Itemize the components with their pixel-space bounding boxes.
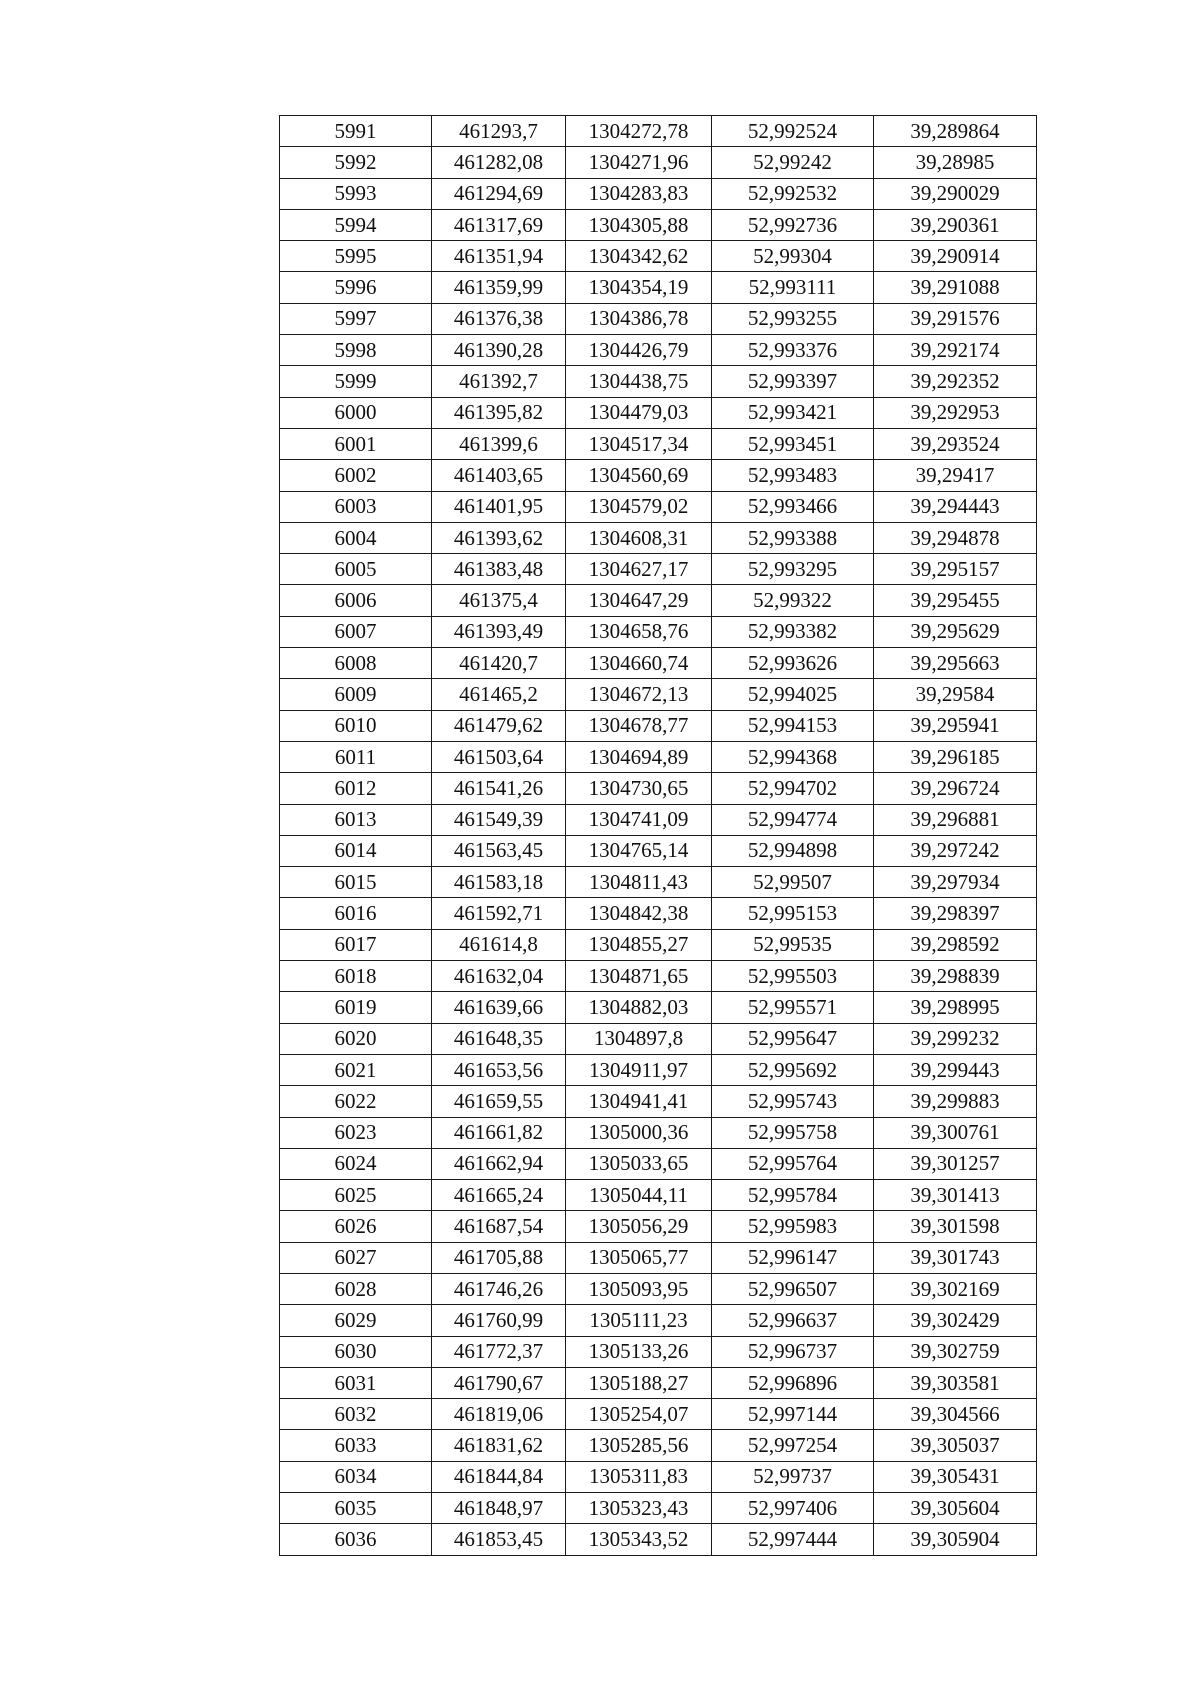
y-coordinate-cell: 1304855,27: [566, 929, 712, 960]
point-number-cell: 6027: [280, 1242, 432, 1273]
x-coordinate-cell: 461376,38: [432, 303, 566, 334]
y-coordinate-cell: 1304438,75: [566, 366, 712, 397]
point-number-cell: 5997: [280, 303, 432, 334]
x-coordinate-cell: 461317,69: [432, 209, 566, 240]
longitude-cell: 39,290361: [874, 209, 1037, 240]
latitude-cell: 52,994702: [712, 773, 874, 804]
point-number-cell: 5995: [280, 241, 432, 272]
x-coordinate-cell: 461293,7: [432, 116, 566, 147]
table-row: [280, 1493, 1037, 1524]
table-row: [280, 335, 1037, 366]
x-coordinate-cell: 461351,94: [432, 241, 566, 272]
latitude-cell: 52,993295: [712, 554, 874, 585]
longitude-cell: 39,295941: [874, 710, 1037, 741]
latitude-cell: 52,993397: [712, 366, 874, 397]
longitude-cell: 39,292953: [874, 397, 1037, 428]
table-row: [280, 147, 1037, 178]
table-row: [280, 522, 1037, 553]
y-coordinate-cell: 1305311,83: [566, 1461, 712, 1492]
longitude-cell: 39,301413: [874, 1180, 1037, 1211]
x-coordinate-cell: 461760,99: [432, 1305, 566, 1336]
y-coordinate-cell: 1305343,52: [566, 1524, 712, 1555]
y-coordinate-cell: 1304386,78: [566, 303, 712, 334]
y-coordinate-cell: 1305285,56: [566, 1430, 712, 1461]
x-coordinate-cell: 461395,82: [432, 397, 566, 428]
longitude-cell: 39,296724: [874, 773, 1037, 804]
y-coordinate-cell: 1304811,43: [566, 867, 712, 898]
point-number-cell: 6017: [280, 929, 432, 960]
table-row: [280, 961, 1037, 992]
longitude-cell: 39,29584: [874, 679, 1037, 710]
x-coordinate-cell: 461772,37: [432, 1336, 566, 1367]
latitude-cell: 52,993451: [712, 428, 874, 459]
x-coordinate-cell: 461648,35: [432, 1023, 566, 1054]
table-row: [280, 554, 1037, 585]
x-coordinate-cell: 461705,88: [432, 1242, 566, 1273]
point-number-cell: 5998: [280, 335, 432, 366]
table-row: [280, 366, 1037, 397]
table-row: [280, 648, 1037, 679]
y-coordinate-cell: 1304579,02: [566, 491, 712, 522]
latitude-cell: 52,993111: [712, 272, 874, 303]
longitude-cell: 39,301743: [874, 1242, 1037, 1273]
latitude-cell: 52,993421: [712, 397, 874, 428]
longitude-cell: 39,302429: [874, 1305, 1037, 1336]
latitude-cell: 52,994025: [712, 679, 874, 710]
point-number-cell: 6012: [280, 773, 432, 804]
longitude-cell: 39,298397: [874, 898, 1037, 929]
table-row: [280, 898, 1037, 929]
latitude-cell: 52,99535: [712, 929, 874, 960]
point-number-cell: 6019: [280, 992, 432, 1023]
point-number-cell: 6007: [280, 616, 432, 647]
x-coordinate-cell: 461479,62: [432, 710, 566, 741]
longitude-cell: 39,298592: [874, 929, 1037, 960]
longitude-cell: 39,303581: [874, 1367, 1037, 1398]
y-coordinate-cell: 1304911,97: [566, 1054, 712, 1085]
latitude-cell: 52,997144: [712, 1399, 874, 1430]
x-coordinate-cell: 461393,62: [432, 522, 566, 553]
y-coordinate-cell: 1304627,17: [566, 554, 712, 585]
longitude-cell: 39,304566: [874, 1399, 1037, 1430]
point-number-cell: 6006: [280, 585, 432, 616]
latitude-cell: 52,993388: [712, 522, 874, 553]
longitude-cell: 39,294878: [874, 522, 1037, 553]
longitude-cell: 39,294443: [874, 491, 1037, 522]
x-coordinate-cell: 461563,45: [432, 835, 566, 866]
latitude-cell: 52,996896: [712, 1367, 874, 1398]
y-coordinate-cell: 1304882,03: [566, 992, 712, 1023]
table-row: [280, 1273, 1037, 1304]
point-number-cell: 5991: [280, 116, 432, 147]
table-row: [280, 1242, 1037, 1273]
point-number-cell: 6002: [280, 460, 432, 491]
point-number-cell: 6013: [280, 804, 432, 835]
table-row: [280, 1367, 1037, 1398]
table-row: [280, 178, 1037, 209]
point-number-cell: 6020: [280, 1023, 432, 1054]
y-coordinate-cell: 1304517,34: [566, 428, 712, 459]
x-coordinate-cell: 461503,64: [432, 741, 566, 772]
point-number-cell: 6021: [280, 1054, 432, 1085]
table-row: [280, 1117, 1037, 1148]
latitude-cell: 52,995758: [712, 1117, 874, 1148]
y-coordinate-cell: 1304305,88: [566, 209, 712, 240]
longitude-cell: 39,291088: [874, 272, 1037, 303]
x-coordinate-cell: 461687,54: [432, 1211, 566, 1242]
x-coordinate-cell: 461549,39: [432, 804, 566, 835]
x-coordinate-cell: 461583,18: [432, 867, 566, 898]
x-coordinate-cell: 461420,7: [432, 648, 566, 679]
y-coordinate-cell: 1305056,29: [566, 1211, 712, 1242]
x-coordinate-cell: 461392,7: [432, 366, 566, 397]
y-coordinate-cell: 1304730,65: [566, 773, 712, 804]
latitude-cell: 52,997406: [712, 1493, 874, 1524]
y-coordinate-cell: 1304765,14: [566, 835, 712, 866]
x-coordinate-cell: 461359,99: [432, 272, 566, 303]
longitude-cell: 39,295455: [874, 585, 1037, 616]
table-row: [280, 491, 1037, 522]
longitude-cell: 39,296185: [874, 741, 1037, 772]
longitude-cell: 39,305604: [874, 1493, 1037, 1524]
y-coordinate-cell: 1305188,27: [566, 1367, 712, 1398]
latitude-cell: 52,993466: [712, 491, 874, 522]
point-number-cell: 6005: [280, 554, 432, 585]
longitude-cell: 39,290029: [874, 178, 1037, 209]
longitude-cell: 39,28985: [874, 147, 1037, 178]
latitude-cell: 52,994898: [712, 835, 874, 866]
x-coordinate-cell: 461853,45: [432, 1524, 566, 1555]
point-number-cell: 6004: [280, 522, 432, 553]
point-number-cell: 6031: [280, 1367, 432, 1398]
x-coordinate-cell: 461653,56: [432, 1054, 566, 1085]
table-row: [280, 1054, 1037, 1085]
latitude-cell: 52,993255: [712, 303, 874, 334]
y-coordinate-cell: 1305254,07: [566, 1399, 712, 1430]
y-coordinate-cell: 1304354,19: [566, 272, 712, 303]
longitude-cell: 39,305904: [874, 1524, 1037, 1555]
table-row: [280, 1148, 1037, 1179]
latitude-cell: 52,996737: [712, 1336, 874, 1367]
point-number-cell: 6036: [280, 1524, 432, 1555]
table-row: [280, 585, 1037, 616]
longitude-cell: 39,293524: [874, 428, 1037, 459]
y-coordinate-cell: 1305133,26: [566, 1336, 712, 1367]
latitude-cell: 52,995153: [712, 898, 874, 929]
point-number-cell: 6035: [280, 1493, 432, 1524]
latitude-cell: 52,992736: [712, 209, 874, 240]
longitude-cell: 39,295157: [874, 554, 1037, 585]
y-coordinate-cell: 1304672,13: [566, 679, 712, 710]
table-row: [280, 1305, 1037, 1336]
point-number-cell: 6010: [280, 710, 432, 741]
x-coordinate-cell: 461819,06: [432, 1399, 566, 1430]
point-number-cell: 6034: [280, 1461, 432, 1492]
y-coordinate-cell: 1304694,89: [566, 741, 712, 772]
y-coordinate-cell: 1304871,65: [566, 961, 712, 992]
longitude-cell: 39,290914: [874, 241, 1037, 272]
latitude-cell: 52,99507: [712, 867, 874, 898]
x-coordinate-cell: 461393,49: [432, 616, 566, 647]
latitude-cell: 52,996507: [712, 1273, 874, 1304]
longitude-cell: 39,299443: [874, 1054, 1037, 1085]
y-coordinate-cell: 1305111,23: [566, 1305, 712, 1336]
y-coordinate-cell: 1304271,96: [566, 147, 712, 178]
longitude-cell: 39,302759: [874, 1336, 1037, 1367]
y-coordinate-cell: 1304741,09: [566, 804, 712, 835]
y-coordinate-cell: 1305033,65: [566, 1148, 712, 1179]
x-coordinate-cell: 461661,82: [432, 1117, 566, 1148]
latitude-cell: 52,992524: [712, 116, 874, 147]
x-coordinate-cell: 461662,94: [432, 1148, 566, 1179]
latitude-cell: 52,99304: [712, 241, 874, 272]
y-coordinate-cell: 1304560,69: [566, 460, 712, 491]
table-row: [280, 209, 1037, 240]
longitude-cell: 39,295629: [874, 616, 1037, 647]
point-number-cell: 6015: [280, 867, 432, 898]
latitude-cell: 52,993626: [712, 648, 874, 679]
table-row: [280, 1430, 1037, 1461]
longitude-cell: 39,297934: [874, 867, 1037, 898]
y-coordinate-cell: 1305093,95: [566, 1273, 712, 1304]
x-coordinate-cell: 461831,62: [432, 1430, 566, 1461]
longitude-cell: 39,305431: [874, 1461, 1037, 1492]
longitude-cell: 39,305037: [874, 1430, 1037, 1461]
table-row: [280, 272, 1037, 303]
latitude-cell: 52,993382: [712, 616, 874, 647]
x-coordinate-cell: 461383,48: [432, 554, 566, 585]
point-number-cell: 6011: [280, 741, 432, 772]
x-coordinate-cell: 461639,66: [432, 992, 566, 1023]
y-coordinate-cell: 1304426,79: [566, 335, 712, 366]
table-row: [280, 1524, 1037, 1555]
table-row: [280, 867, 1037, 898]
latitude-cell: 52,992532: [712, 178, 874, 209]
longitude-cell: 39,296881: [874, 804, 1037, 835]
point-number-cell: 6029: [280, 1305, 432, 1336]
longitude-cell: 39,298839: [874, 961, 1037, 992]
point-number-cell: 6008: [280, 648, 432, 679]
x-coordinate-cell: 461401,95: [432, 491, 566, 522]
longitude-cell: 39,301257: [874, 1148, 1037, 1179]
point-number-cell: 6028: [280, 1273, 432, 1304]
longitude-cell: 39,298995: [874, 992, 1037, 1023]
latitude-cell: 52,996637: [712, 1305, 874, 1336]
point-number-cell: 6033: [280, 1430, 432, 1461]
table-row: [280, 1336, 1037, 1367]
y-coordinate-cell: 1305000,36: [566, 1117, 712, 1148]
x-coordinate-cell: 461790,67: [432, 1367, 566, 1398]
latitude-cell: 52,994774: [712, 804, 874, 835]
latitude-cell: 52,995647: [712, 1023, 874, 1054]
table-row: [280, 1461, 1037, 1492]
longitude-cell: 39,301598: [874, 1211, 1037, 1242]
table-row: [280, 397, 1037, 428]
x-coordinate-cell: 461844,84: [432, 1461, 566, 1492]
y-coordinate-cell: 1304272,78: [566, 116, 712, 147]
latitude-cell: 52,994368: [712, 741, 874, 772]
table-row: [280, 616, 1037, 647]
longitude-cell: 39,29417: [874, 460, 1037, 491]
latitude-cell: 52,993376: [712, 335, 874, 366]
table-row: [280, 804, 1037, 835]
x-coordinate-cell: 461375,4: [432, 585, 566, 616]
table-row: [280, 460, 1037, 491]
point-number-cell: 5999: [280, 366, 432, 397]
point-number-cell: 6009: [280, 679, 432, 710]
x-coordinate-cell: 461746,26: [432, 1273, 566, 1304]
x-coordinate-cell: 461399,6: [432, 428, 566, 459]
point-number-cell: 5996: [280, 272, 432, 303]
y-coordinate-cell: 1304941,41: [566, 1086, 712, 1117]
y-coordinate-cell: 1305044,11: [566, 1180, 712, 1211]
table-row: [280, 241, 1037, 272]
y-coordinate-cell: 1304342,62: [566, 241, 712, 272]
y-coordinate-cell: 1304608,31: [566, 522, 712, 553]
y-coordinate-cell: 1304842,38: [566, 898, 712, 929]
longitude-cell: 39,299883: [874, 1086, 1037, 1117]
point-number-cell: 6025: [280, 1180, 432, 1211]
x-coordinate-cell: 461665,24: [432, 1180, 566, 1211]
y-coordinate-cell: 1304647,29: [566, 585, 712, 616]
latitude-cell: 52,995983: [712, 1211, 874, 1242]
point-number-cell: 6003: [280, 491, 432, 522]
x-coordinate-cell: 461541,26: [432, 773, 566, 804]
table-row: [280, 116, 1037, 147]
x-coordinate-cell: 461465,2: [432, 679, 566, 710]
y-coordinate-cell: 1304658,76: [566, 616, 712, 647]
y-coordinate-cell: 1304283,83: [566, 178, 712, 209]
table-row: [280, 835, 1037, 866]
latitude-cell: 52,995503: [712, 961, 874, 992]
longitude-cell: 39,300761: [874, 1117, 1037, 1148]
point-number-cell: 6032: [280, 1399, 432, 1430]
x-coordinate-cell: 461659,55: [432, 1086, 566, 1117]
point-number-cell: 6014: [280, 835, 432, 866]
longitude-cell: 39,299232: [874, 1023, 1037, 1054]
point-number-cell: 5994: [280, 209, 432, 240]
latitude-cell: 52,995692: [712, 1054, 874, 1085]
table-row: [280, 428, 1037, 459]
table-row: [280, 1023, 1037, 1054]
point-number-cell: 6022: [280, 1086, 432, 1117]
x-coordinate-cell: 461403,65: [432, 460, 566, 491]
latitude-cell: 52,99242: [712, 147, 874, 178]
longitude-cell: 39,302169: [874, 1273, 1037, 1304]
x-coordinate-cell: 461294,69: [432, 178, 566, 209]
y-coordinate-cell: 1305065,77: [566, 1242, 712, 1273]
table-row: [280, 710, 1037, 741]
point-number-cell: 6016: [280, 898, 432, 929]
table-row: [280, 303, 1037, 334]
y-coordinate-cell: 1304678,77: [566, 710, 712, 741]
x-coordinate-cell: 461632,04: [432, 961, 566, 992]
point-number-cell: 6030: [280, 1336, 432, 1367]
point-number-cell: 6023: [280, 1117, 432, 1148]
longitude-cell: 39,295663: [874, 648, 1037, 679]
y-coordinate-cell: 1304897,8: [566, 1023, 712, 1054]
table-row: [280, 741, 1037, 772]
point-number-cell: 6018: [280, 961, 432, 992]
latitude-cell: 52,995784: [712, 1180, 874, 1211]
point-number-cell: 6026: [280, 1211, 432, 1242]
x-coordinate-cell: 461282,08: [432, 147, 566, 178]
point-number-cell: 6024: [280, 1148, 432, 1179]
latitude-cell: 52,997444: [712, 1524, 874, 1555]
y-coordinate-cell: 1304660,74: [566, 648, 712, 679]
longitude-cell: 39,292174: [874, 335, 1037, 366]
table-row: [280, 929, 1037, 960]
y-coordinate-cell: 1304479,03: [566, 397, 712, 428]
longitude-cell: 39,292352: [874, 366, 1037, 397]
x-coordinate-cell: 461592,71: [432, 898, 566, 929]
longitude-cell: 39,291576: [874, 303, 1037, 334]
latitude-cell: 52,995571: [712, 992, 874, 1023]
table-row: [280, 679, 1037, 710]
longitude-cell: 39,297242: [874, 835, 1037, 866]
table-row: [280, 1086, 1037, 1117]
latitude-cell: 52,99322: [712, 585, 874, 616]
point-number-cell: 6001: [280, 428, 432, 459]
coordinates-table-body: [280, 116, 1037, 1556]
x-coordinate-cell: 461614,8: [432, 929, 566, 960]
latitude-cell: 52,994153: [712, 710, 874, 741]
coordinates-table: [279, 115, 1037, 1556]
table-row: [280, 992, 1037, 1023]
point-number-cell: 5993: [280, 178, 432, 209]
longitude-cell: 39,289864: [874, 116, 1037, 147]
latitude-cell: 52,996147: [712, 1242, 874, 1273]
table-row: [280, 773, 1037, 804]
latitude-cell: 52,99737: [712, 1461, 874, 1492]
latitude-cell: 52,993483: [712, 460, 874, 491]
x-coordinate-cell: 461848,97: [432, 1493, 566, 1524]
latitude-cell: 52,995764: [712, 1148, 874, 1179]
table-row: [280, 1211, 1037, 1242]
point-number-cell: 6000: [280, 397, 432, 428]
point-number-cell: 5992: [280, 147, 432, 178]
table-row: [280, 1180, 1037, 1211]
table-row: [280, 1399, 1037, 1430]
latitude-cell: 52,997254: [712, 1430, 874, 1461]
x-coordinate-cell: 461390,28: [432, 335, 566, 366]
latitude-cell: 52,995743: [712, 1086, 874, 1117]
y-coordinate-cell: 1305323,43: [566, 1493, 712, 1524]
